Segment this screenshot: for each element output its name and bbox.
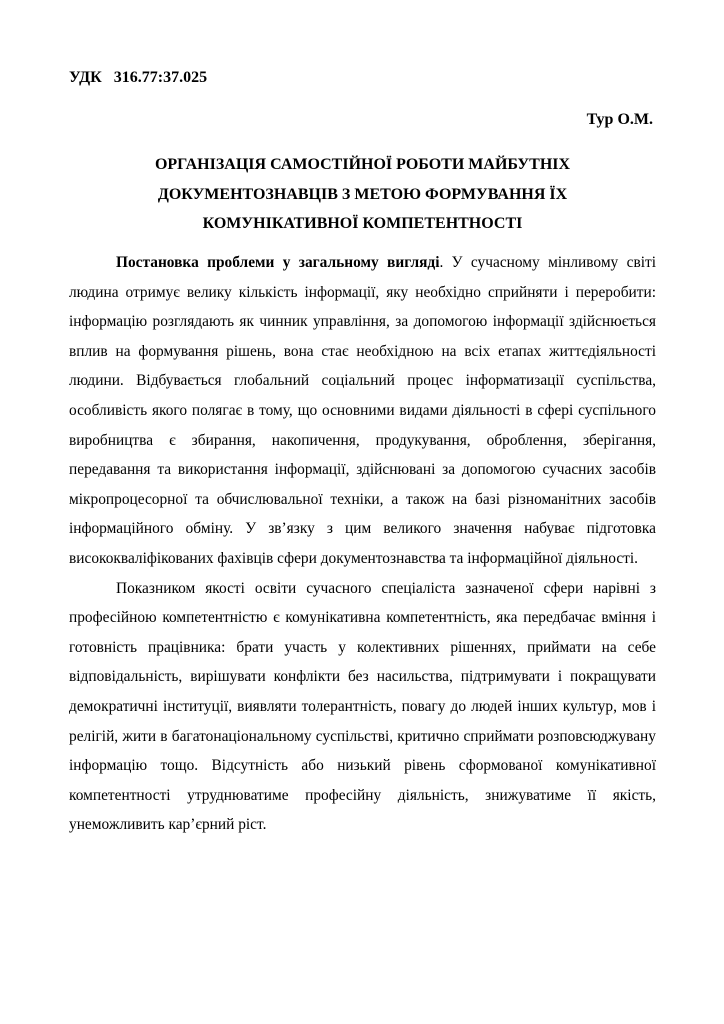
title-line-3: КОМУНІКАТИВНОЇ КОМПЕТЕНТНОСТІ <box>202 215 523 232</box>
title-line-2: ДОКУМЕНТОЗНАВЦІВ З МЕТОЮ ФОРМУВАННЯ ЇХ <box>157 185 568 203</box>
author-name: Тур О.М. <box>586 111 653 128</box>
paragraph-problem-statement <box>69 248 656 574</box>
article-title <box>69 150 656 239</box>
title-line-1: ОРГАНІЗАЦІЯ САМОСТІЙНОЇ РОБОТИ МАЙБУТНІХ <box>154 156 571 173</box>
article-body <box>69 248 656 840</box>
udk-code: УДК 316.77:37.025 <box>69 69 208 86</box>
paragraph-heading: Постановка проблеми у загальному вигляді <box>116 254 440 271</box>
paragraph-text: . У сучасному мінливому світі людина отримує велику кількість інформації, яку необхідно сприйняти і переробити: інформацію розглядають як чинник управління, за допомогою інформації здійснюється вплив на формування рішень, вона стає необхідною на всіх етапах життєдіяльності людини. Відбувається глобальний соціальний процес інформатизації суспільства, особливість якого полягає в тому, що основними видами діяльності в сфері суспільного виробництва є збирання, накопичення, продукування, оброблення, зберігання, передавання та використання інформації, здійснювані за допомогою сучасних засобів мікропроцесорної та обчислювальної техніки, а також на базі різноманітних засобів інформаційного обміну. У зв’язку з цим великого значення набуває підготовка висококваліфікованих фахівців сфери документознавства та інформаційної діяльності. <box>69 254 656 567</box>
paragraph-communicative-competence: Показником якості освіти сучасного спеціаліста зазначеної сфери нарівні з професійною компетентністю є комунікативна компетентність, яка передбачає вміння і готовність працівника: брати участь у колективних рішеннях, приймати на себе відповідальність, вирішувати конфлікти без насильства, підтримувати і покращувати демократичні інституції, виявляти толерантність, повагу до людей інших культур, мов і релігій, жити в багатонаціональному суспільстві, критично сприймати розповсюджувану інформацію тощо. Відсутність або низький рівень сформованої комунікативної компетентності утруднюватиме професійну діяльність, знижуватиме її якість, унеможливить кар’єрний ріст. <box>69 579 656 834</box>
